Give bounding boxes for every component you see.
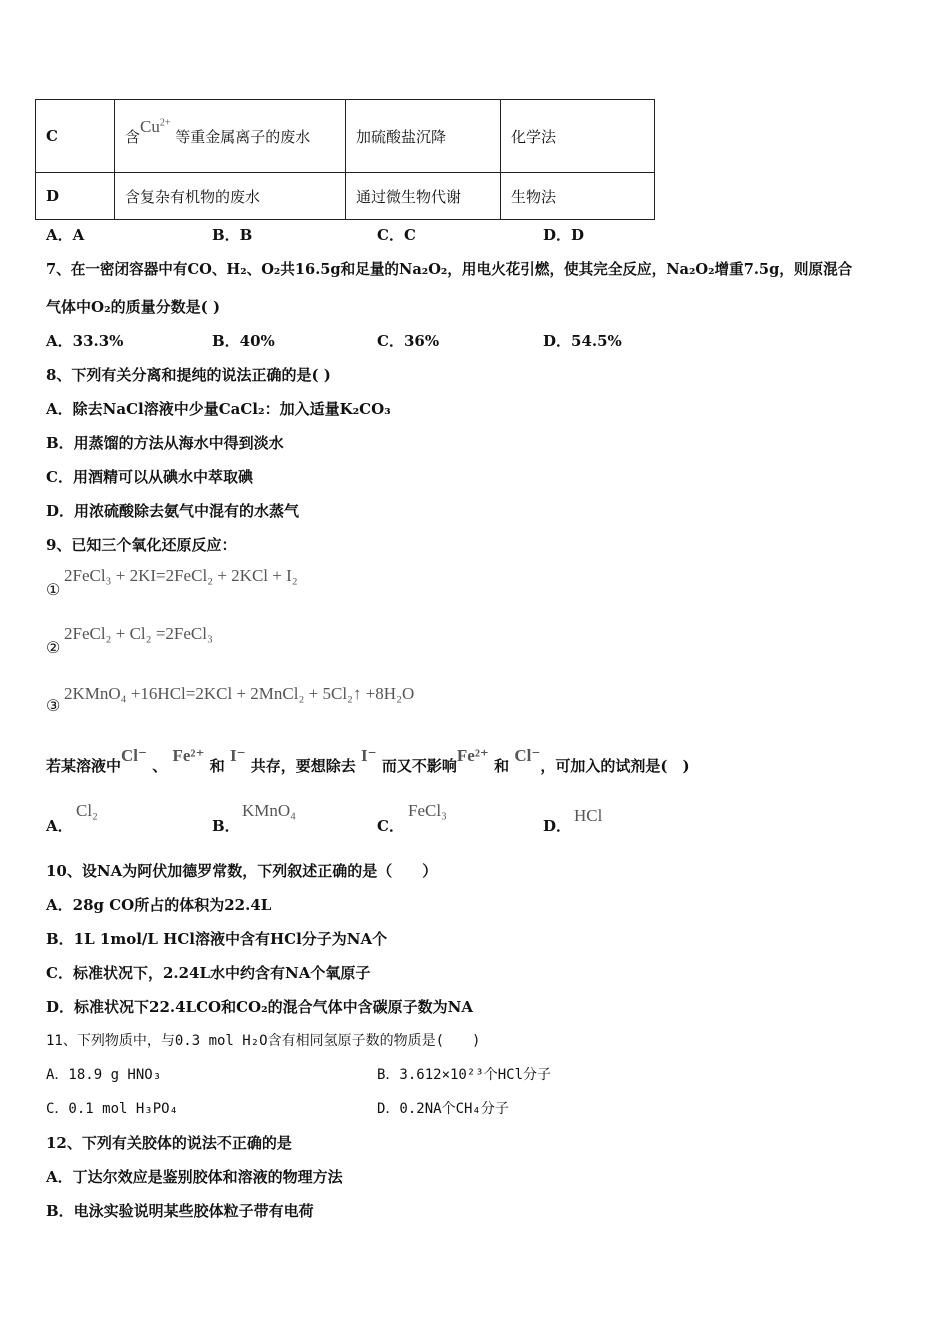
reaction-2-marker: ② xyxy=(46,638,61,657)
question-7-line2: 气体中O₂的质量分数是( ) xyxy=(46,298,221,316)
option-c-reagent: FeCl₃ xyxy=(408,801,447,820)
question-11-stem: 11、下列物质中，与0.3 mol H₂O含有相同氢原子数的物质是( ) xyxy=(46,1033,481,1049)
option-b-reagent: KMnO₄ xyxy=(242,801,297,820)
question-10-stem: 10、设NA为阿伏加德罗常数，下列叙述正确的是（ ） xyxy=(46,862,438,880)
table-cell-desc xyxy=(115,100,346,173)
option-a: A．除去NaCl溶液中少量CaCl₂：加入适量K₂CO₃ xyxy=(46,400,391,418)
question-12-stem: 12、下列有关胶体的说法不正确的是 xyxy=(46,1134,292,1152)
cond-text: ，可加入的试剂是( ) xyxy=(540,757,690,775)
wastewater-table xyxy=(35,99,655,220)
desc-suffix: 等重金属离子的废水 xyxy=(175,127,311,146)
option-a: A．33.3% xyxy=(46,332,124,350)
option-c-letter: C． xyxy=(377,817,404,835)
table-cell-type: 化学法 xyxy=(501,100,655,173)
table-row xyxy=(36,173,655,220)
question-8-stem: 8、下列有关分离和提纯的说法正确的是( ) xyxy=(46,366,331,384)
option-b: B．3.612×10²³个HCl分子 xyxy=(377,1067,552,1083)
question-9-condition xyxy=(46,746,690,776)
option-c: C．36% xyxy=(377,332,440,350)
reaction-3-equation: 2KMnO₄ +16HCl=2KCl + 2MnCl₂ + 5Cl₂↑ +8H₂O xyxy=(64,684,415,703)
table-cell-method: 加硫酸盐沉降 xyxy=(346,100,501,173)
option-b: B．电泳实验说明某些胶体粒子带有电荷 xyxy=(46,1202,314,1220)
cond-text: 共存，要想除去 xyxy=(250,757,356,775)
table-cell-type: 生物法 xyxy=(501,173,655,220)
table-cell-label: D xyxy=(36,173,115,220)
option-c: C．C xyxy=(377,226,416,244)
cond-text: 、 xyxy=(152,757,168,775)
option-b-letter: B． xyxy=(212,817,240,835)
option-d: D．标准状况下22.4LCO和CO₂的混合气体中含碳原子数为NA xyxy=(46,998,474,1016)
reaction-1-equation: 2FeCl₃ + 2KI=2FeCl₂ + 2KCl + I₂ xyxy=(64,566,298,585)
option-a: A．A xyxy=(46,226,85,244)
option-a: A．丁达尔效应是鉴别胶体和溶液的物理方法 xyxy=(46,1168,343,1186)
question-7-line1: 7、在一密闭容器中有CO、H₂、O₂共16.5g和足量的Na₂O₂，用电火花引燃，使其完全反应，Na₂O₂增重7.5g，则原混合 xyxy=(46,261,853,278)
reaction-3-marker: ③ xyxy=(46,696,61,715)
ion-iodide: I⁻ xyxy=(361,746,377,765)
reaction-1-marker: ① xyxy=(46,580,61,599)
option-d: D．54.5% xyxy=(543,332,622,350)
ion-symbol: Cu xyxy=(140,116,160,136)
cond-text: 而又不影响 xyxy=(381,757,457,775)
option-c: C．标准状况下，2.24L水中约含有NA个氧原子 xyxy=(46,964,371,982)
table-row xyxy=(36,100,655,173)
option-d-reagent: HCl xyxy=(574,806,603,825)
option-b: B．1L 1mol/L HCl溶液中含有HCl分子为NA个 xyxy=(46,930,388,948)
ion-charge: 2+ xyxy=(159,116,171,128)
option-c: C．用酒精可以从碘水中萃取碘 xyxy=(46,468,253,486)
ion-formula xyxy=(140,117,170,136)
cond-text: 和 xyxy=(209,757,225,775)
reaction-2-equation: 2FeCl₂ + Cl₂ =2FeCl₃ xyxy=(64,624,213,643)
ion-chloride: Cl⁻ xyxy=(121,746,147,765)
option-a-reagent: Cl₂ xyxy=(76,801,98,820)
ion-chloride: Cl⁻ xyxy=(514,746,541,765)
option-b: B．用蒸馏的方法从海水中得到淡水 xyxy=(46,434,284,452)
option-d: D．D xyxy=(543,226,585,244)
option-a: A．18.9 g HNO₃ xyxy=(46,1067,162,1083)
option-a: A．28g CO所占的体积为22.4L xyxy=(46,896,272,914)
option-c: C．0.1 mol H₃PO₄ xyxy=(46,1101,179,1117)
option-b: B．B xyxy=(212,226,253,244)
table-cell-label: C xyxy=(36,100,115,173)
question-9-stem: 9、已知三个氧化还原反应： xyxy=(46,536,237,554)
option-d: D．0.2NA个CH₄分子 xyxy=(377,1101,509,1117)
cond-text: 若某溶液中 xyxy=(46,757,122,775)
ion-ferrous: Fe²⁺ xyxy=(456,746,489,765)
cond-text: 和 xyxy=(494,757,510,775)
table-cell-desc: 含复杂有机物的废水 xyxy=(115,173,346,220)
ion-iodide: I⁻ xyxy=(229,746,246,765)
desc-prefix: 含 xyxy=(125,127,141,146)
option-d-letter: D． xyxy=(543,817,572,835)
table-cell-method: 通过微生物代谢 xyxy=(346,173,501,220)
option-d: D．用浓硫酸除去氨气中混有的水蒸气 xyxy=(46,502,300,520)
option-a-letter: A． xyxy=(46,817,73,835)
ion-ferrous: Fe²⁺ xyxy=(172,746,205,765)
option-b: B．40% xyxy=(212,332,275,350)
